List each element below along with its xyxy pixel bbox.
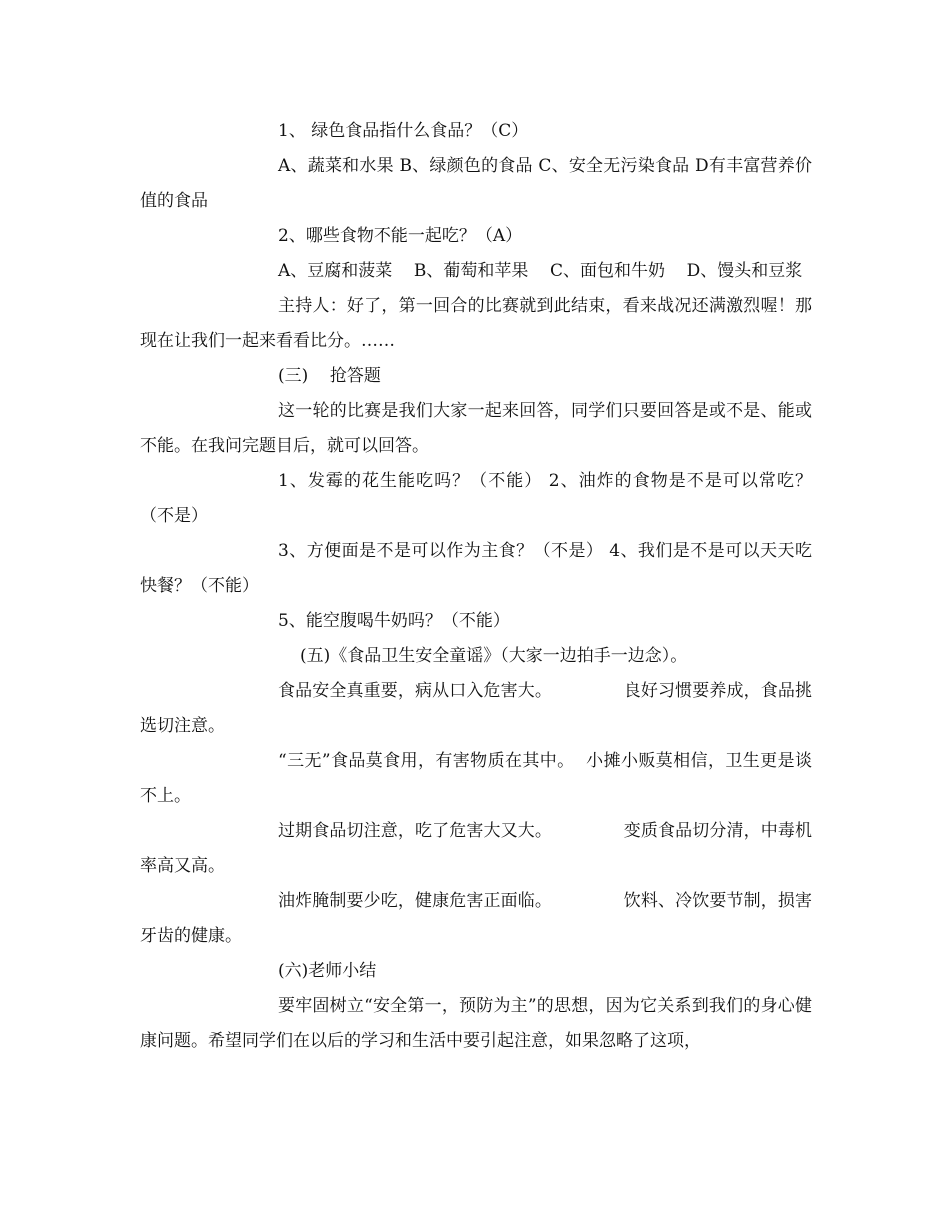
quick-answer-intro: 这一轮的比赛是我们大家一起来回答，同学们只要回答是或不是、能或不能。在我问完题目后，就可以回答。 <box>140 401 812 456</box>
section-heading-quick-answer: (三) 抢答题 <box>278 366 381 386</box>
teacher-summary-text: 要牢固树立“安全第一，预防为主”的思想，因为它关系到我们的身心健康问题。希望同学们在以后的学习和生活中要引起注意，如果忽略了这项， <box>140 996 812 1051</box>
rhyme-verse-3: 过期食品切注意，吃了危害大又大。 变质食品切分清，中毒机率高又高。 <box>140 821 812 876</box>
quick-answer-questions-1-2: 1、发霉的花生能吃吗？（不能） 2、油炸的食物是不是可以常吃？（不是） <box>140 471 812 526</box>
question-1-options: A、蔬菜和水果 B、绿颜色的食品 C、安全无污染食品 D有丰富营养价值的食品 <box>140 156 812 211</box>
document-body <box>140 114 812 1059</box>
quick-answer-question-5: 5、能空腹喝牛奶吗？（不能） <box>278 611 510 631</box>
rhyme-verse-1: 食品安全真重要，病从口入危害大。 良好习惯要养成，食品挑选切注意。 <box>140 681 812 736</box>
rhyme-verse-4: 油炸腌制要少吃，健康危害正面临。 饮料、冷饮要节制，损害牙齿的健康。 <box>140 891 812 946</box>
section-heading-nursery-rhyme: (五)《食品卫生安全童谣》（大家一边拍手一边念）。 <box>300 646 688 666</box>
host-remark: 主持人：好了，第一回合的比赛就到此结束，看来战况还满激烈喔！那现在让我们一起来看看比分。…… <box>140 296 812 351</box>
question-1: 1、 绿色食品指什么食品？（C） <box>278 121 529 141</box>
quick-answer-questions-3-4: 3、方便面是不是可以作为主食？（不是） 4、我们是不是可以天天吃快餐？（不能） <box>140 541 812 596</box>
section-heading-teacher-summary: (六)老师小结 <box>278 961 377 981</box>
question-2: 2、哪些食物不能一起吃？（A） <box>278 226 523 246</box>
rhyme-verse-2: “三无”食品莫食用，有害物质在其中。 小摊小贩莫相信，卫生更是谈不上。 <box>140 751 812 806</box>
question-2-options: A、豆腐和菠菜 B、葡萄和苹果 C、面包和牛奶 D、馒头和豆浆 <box>278 261 803 281</box>
